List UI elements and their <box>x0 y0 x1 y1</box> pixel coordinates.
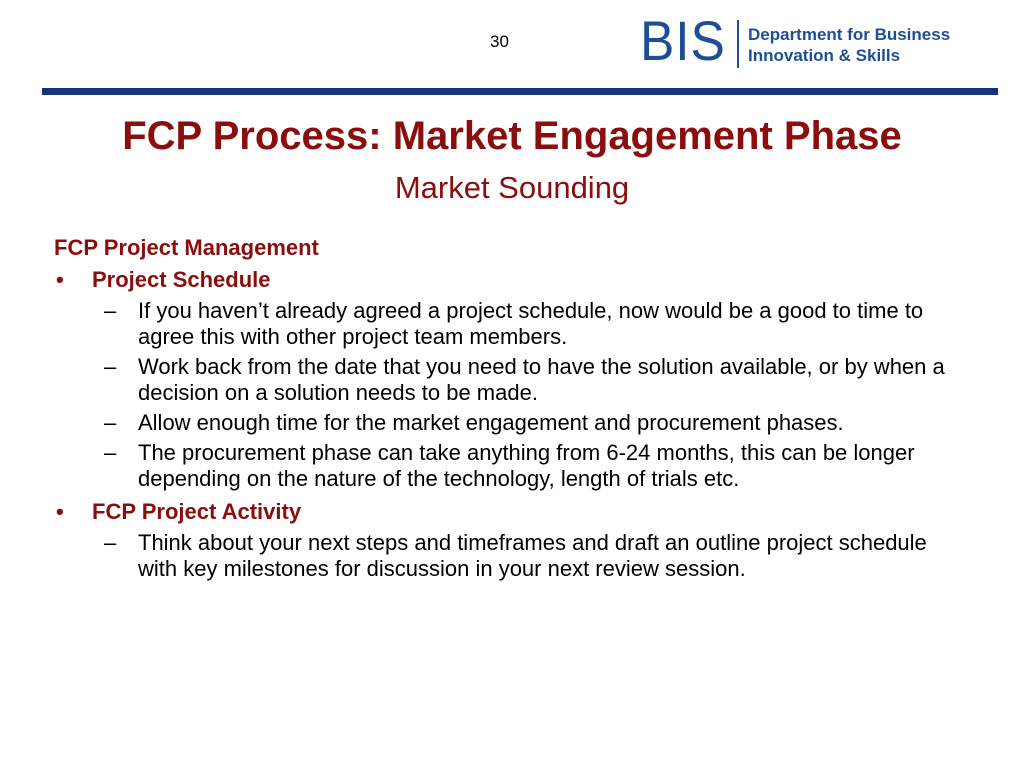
sub-bullet <box>54 530 974 582</box>
slide-title: FCP Process: Market Engagement Phase <box>122 114 902 158</box>
sub-bullet <box>54 440 974 492</box>
dash-marker: – <box>104 298 117 323</box>
logo-abbreviation: BIS <box>640 9 726 72</box>
dash-marker: – <box>104 354 117 379</box>
bullet-marker: • <box>56 499 64 524</box>
sub-bullet-text: Allow enough time for the market engagement and procurement phases. <box>138 410 844 435</box>
sub-bullet-text: The procurement phase can take anything from 6-24 months, this can be longer depending on the nature of the technology, length of trials etc. <box>138 440 915 491</box>
slide-content <box>54 232 974 586</box>
bullet-label: Project Schedule <box>92 267 271 292</box>
sub-bullet <box>54 354 974 406</box>
sub-bullet-text: Work back from the date that you need to have the solution available, or by when a decision on a solution needs to be made. <box>138 354 945 405</box>
dash-marker: – <box>104 410 117 435</box>
bullet-label: FCP Project Activity <box>92 499 302 524</box>
bullet-project-activity <box>54 496 974 528</box>
sub-bullet-text: Think about your next steps and timeframes and draft an outline project schedule with key milestones for discussion in your next review session. <box>138 530 927 581</box>
logo-department-name <box>748 24 950 66</box>
dash-marker: – <box>104 530 117 555</box>
section-heading: FCP Project Management <box>54 235 319 260</box>
dash-marker: – <box>104 440 117 465</box>
sub-bullet-text: If you haven’t already agreed a project schedule, now would be a good to time to agree this with other project team members. <box>138 298 924 349</box>
bullet-marker: • <box>56 267 64 292</box>
bullet-project-schedule <box>54 264 974 296</box>
logo-line-2: Innovation & Skills <box>748 46 901 65</box>
sub-bullet <box>54 298 974 350</box>
logo-separator <box>737 20 739 68</box>
slide-number: 30 <box>490 32 509 51</box>
slide-subtitle: Market Sounding <box>394 170 630 205</box>
header-divider <box>42 88 998 95</box>
logo-line-1: Department for Business <box>748 25 951 44</box>
sub-bullet <box>54 410 974 436</box>
